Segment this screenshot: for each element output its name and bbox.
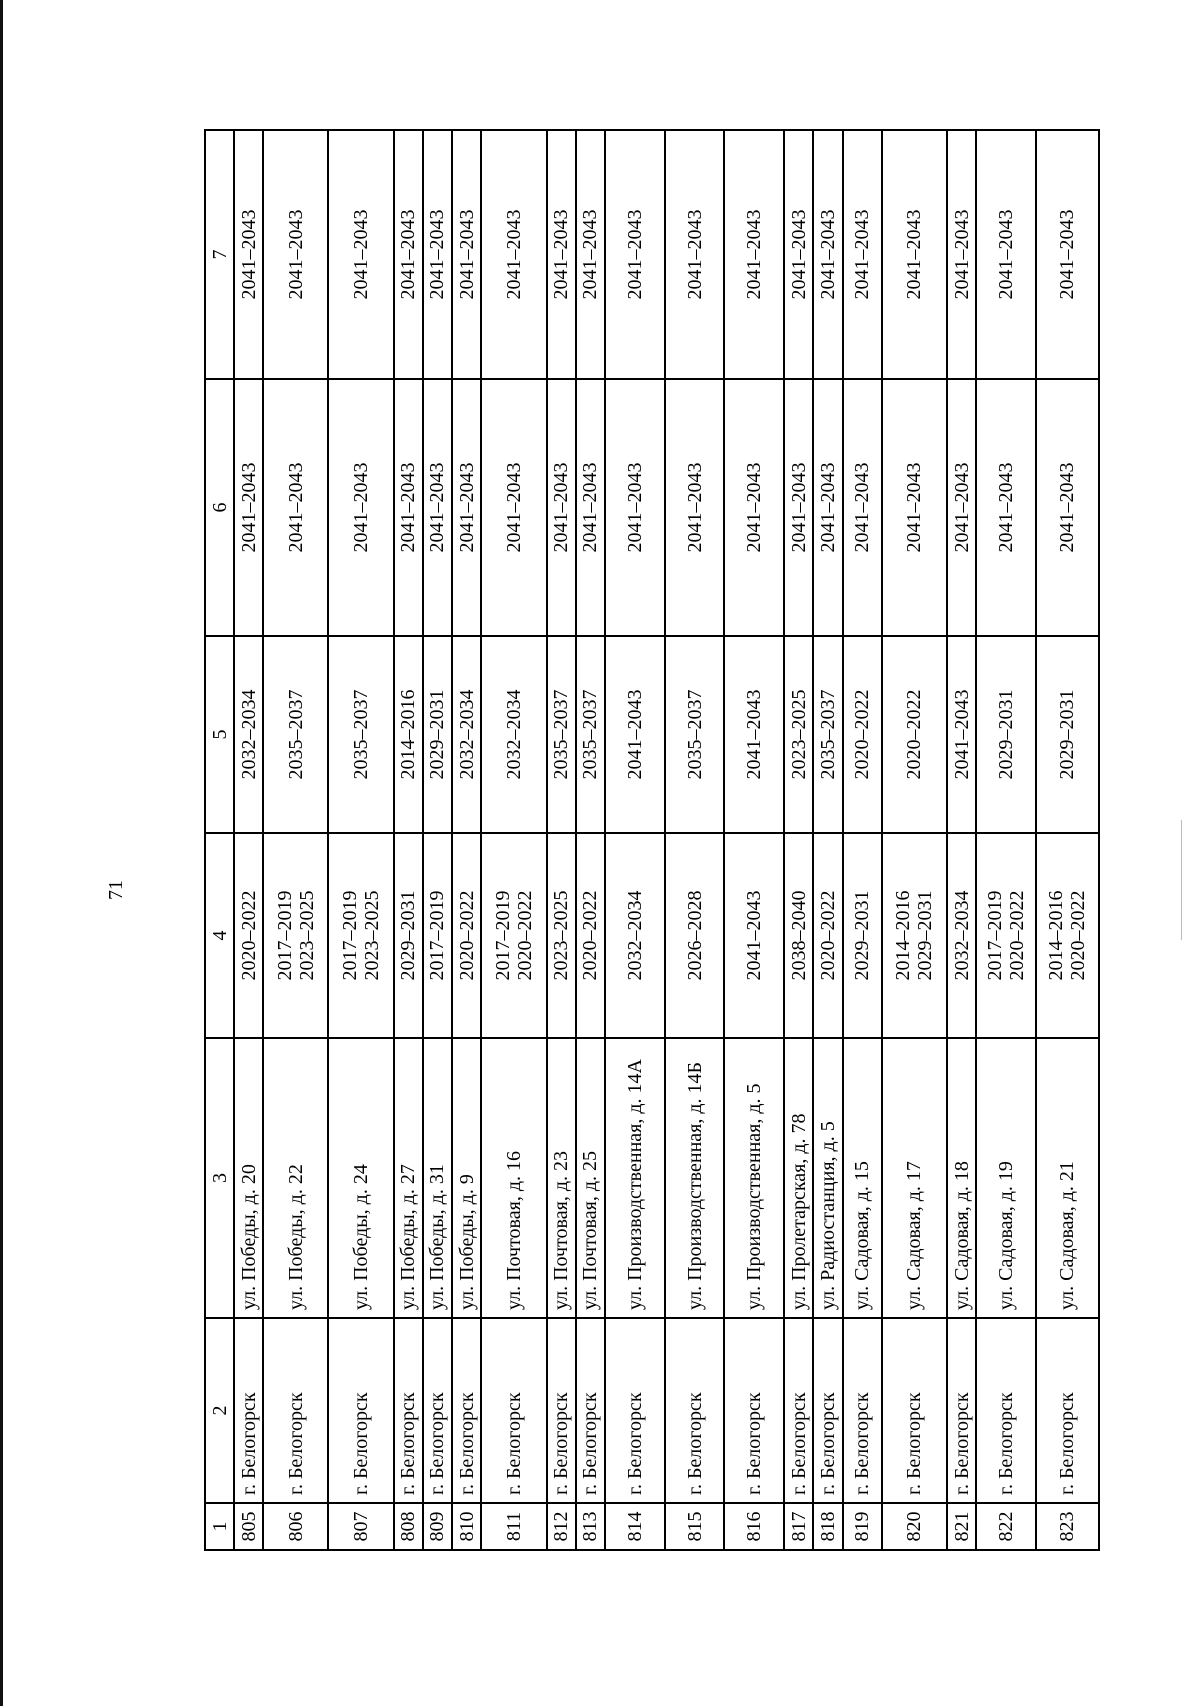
period-cell-col4 [263, 833, 328, 1038]
period-line: 2041–2043 [743, 890, 766, 981]
address-cell: ул. Производственная, д. 5 [724, 1038, 784, 1318]
row-number: 805 [234, 1503, 263, 1550]
row-number: 820 [882, 1503, 947, 1550]
table-row [976, 130, 1036, 1550]
period-cell-col4 [234, 833, 263, 1038]
period-line: 2020–2022 [513, 890, 536, 981]
row-number: 822 [976, 1503, 1036, 1550]
period-line: 2029–2031 [851, 890, 874, 981]
row-number: 814 [605, 1503, 665, 1550]
period-cell-col7: 2041–2043 [547, 130, 576, 379]
period-line: 2014–2016 [1045, 890, 1068, 981]
period-cell-col6: 2041–2043 [547, 379, 576, 636]
period-cell-col6: 2041–2043 [328, 379, 393, 636]
address-cell: ул. Садовая, д. 21 [1036, 1038, 1099, 1318]
period-cell-col7: 2041–2043 [665, 130, 725, 379]
period-cell-col6: 2041–2043 [423, 379, 452, 636]
period-cell-col4 [813, 833, 842, 1038]
period-line: 2023–2025 [550, 890, 573, 981]
period-line: 2014–2016 [892, 890, 915, 981]
period-cell-col6: 2041–2043 [605, 379, 665, 636]
column-header-5: 5 [205, 636, 234, 833]
period-line: 2023–2025 [295, 890, 318, 981]
period-cell-col6: 2041–2043 [976, 379, 1036, 636]
period-cell-col4 [724, 833, 784, 1038]
period-cell-col6: 2041–2043 [263, 379, 328, 636]
period-cell-col5: 2035–2037 [665, 636, 725, 833]
period-line: 2032–2034 [950, 890, 973, 981]
table-row [481, 130, 546, 1550]
period-line: 2029–2031 [914, 890, 937, 981]
period-cell-col7: 2041–2043 [328, 130, 393, 379]
period-cell-col4 [665, 833, 725, 1038]
city-cell: г. Белогорск [813, 1318, 842, 1503]
period-cell-col6: 2041–2043 [1036, 379, 1099, 636]
address-cell: ул. Садовая, д. 19 [976, 1038, 1036, 1318]
period-line: 2020–2022 [237, 890, 260, 981]
city-cell: г. Белогорск [882, 1318, 947, 1503]
period-cell-col5: 2035–2037 [263, 636, 328, 833]
period-cell-col7: 2041–2043 [1036, 130, 1099, 379]
period-cell-col7: 2041–2043 [784, 130, 813, 379]
city-cell: г. Белогорск [576, 1318, 605, 1503]
period-cell-col7: 2041–2043 [263, 130, 328, 379]
table-row [1036, 130, 1099, 1550]
row-number: 816 [724, 1503, 784, 1550]
period-cell-col6: 2041–2043 [947, 379, 976, 636]
period-line: 2026–2028 [683, 890, 706, 981]
table-row [576, 130, 605, 1550]
scan-border [0, 0, 3, 1706]
table-body [234, 130, 1099, 1550]
period-line: 2017–2019 [491, 890, 514, 981]
table-row [394, 130, 423, 1550]
period-cell-col4 [394, 833, 423, 1038]
period-cell-col7: 2041–2043 [234, 130, 263, 379]
period-cell-col5: 2032–2034 [481, 636, 546, 833]
address-cell: ул. Радиостанция, д. 5 [813, 1038, 842, 1318]
period-cell-col6: 2041–2043 [452, 379, 481, 636]
schedule-table [204, 129, 1100, 1551]
period-cell-col5: 2041–2043 [724, 636, 784, 833]
period-cell-col5: 2020–2022 [843, 636, 882, 833]
period-cell-col4 [882, 833, 947, 1038]
period-cell-col6: 2041–2043 [784, 379, 813, 636]
period-cell-col7: 2041–2043 [976, 130, 1036, 379]
period-line: 2023–2025 [360, 890, 383, 981]
period-line: 2020–2022 [579, 890, 602, 981]
period-cell-col7: 2041–2043 [724, 130, 784, 379]
period-cell-col7: 2041–2043 [576, 130, 605, 379]
table-row [547, 130, 576, 1550]
period-cell-col6: 2041–2043 [724, 379, 784, 636]
city-cell: г. Белогорск [328, 1318, 393, 1503]
period-cell-col5: 2041–2043 [605, 636, 665, 833]
period-cell-col4 [605, 833, 665, 1038]
city-cell: г. Белогорск [394, 1318, 423, 1503]
period-cell-col4 [784, 833, 813, 1038]
city-cell: г. Белогорск [724, 1318, 784, 1503]
column-header-1: 1 [205, 1503, 234, 1550]
period-line: 2017–2019 [273, 890, 296, 981]
period-cell-col4 [328, 833, 393, 1038]
address-cell: ул. Почтовая, д. 23 [547, 1038, 576, 1318]
row-number: 807 [328, 1503, 393, 1550]
row-number: 811 [481, 1503, 546, 1550]
city-cell: г. Белогорск [234, 1318, 263, 1503]
row-number: 815 [665, 1503, 725, 1550]
period-cell-col5: 2035–2037 [547, 636, 576, 833]
period-cell-col4 [423, 833, 452, 1038]
row-number: 806 [263, 1503, 328, 1550]
period-cell-col7: 2041–2043 [843, 130, 882, 379]
address-cell: ул. Садовая, д. 18 [947, 1038, 976, 1318]
address-cell: ул. Победы, д. 20 [234, 1038, 263, 1318]
address-cell: ул. Пролетарская, д. 78 [784, 1038, 813, 1318]
address-cell: ул. Победы, д. 9 [452, 1038, 481, 1318]
schedule-table-container [204, 131, 1100, 1551]
period-line: 2038–2040 [787, 890, 810, 981]
table-row [843, 130, 882, 1550]
period-line: 2017–2019 [426, 890, 449, 981]
period-cell-col7: 2041–2043 [394, 130, 423, 379]
period-line: 2017–2019 [338, 890, 361, 981]
address-cell: ул. Садовая, д. 17 [882, 1038, 947, 1318]
period-cell-col4 [1036, 833, 1099, 1038]
period-cell-col7: 2041–2043 [605, 130, 665, 379]
period-cell-col5: 2035–2037 [328, 636, 393, 833]
row-number: 823 [1036, 1503, 1099, 1550]
city-cell: г. Белогорск [547, 1318, 576, 1503]
row-number: 817 [784, 1503, 813, 1550]
period-cell-col6: 2041–2043 [882, 379, 947, 636]
city-cell: г. Белогорск [263, 1318, 328, 1503]
header-row [205, 130, 234, 1550]
period-cell-col5: 2041–2043 [947, 636, 976, 833]
table-row [784, 130, 813, 1550]
scan-artifact [1181, 820, 1182, 940]
address-cell: ул. Почтовая, д. 16 [481, 1038, 546, 1318]
period-cell-col7: 2041–2043 [423, 130, 452, 379]
row-number: 812 [547, 1503, 576, 1550]
row-number: 810 [452, 1503, 481, 1550]
row-number: 809 [423, 1503, 452, 1550]
period-line: 2020–2022 [817, 890, 840, 981]
period-cell-col6: 2041–2043 [843, 379, 882, 636]
period-cell-col4 [481, 833, 546, 1038]
address-cell: ул. Производственная, д. 14А [605, 1038, 665, 1318]
period-cell-col5: 2029–2031 [976, 636, 1036, 833]
column-header-4: 4 [205, 833, 234, 1038]
table-row [813, 130, 842, 1550]
period-cell-col5: 2032–2034 [452, 636, 481, 833]
period-cell-col7: 2041–2043 [481, 130, 546, 379]
period-cell-col5: 2023–2025 [784, 636, 813, 833]
period-cell-col4 [947, 833, 976, 1038]
address-cell: ул. Победы, д. 27 [394, 1038, 423, 1318]
address-cell: ул. Победы, д. 24 [328, 1038, 393, 1318]
period-line: 2020–2022 [1067, 890, 1090, 981]
period-line: 2020–2022 [1006, 890, 1029, 981]
period-cell-col5: 2014–2016 [394, 636, 423, 833]
period-cell-col7: 2041–2043 [452, 130, 481, 379]
period-cell-col7: 2041–2043 [882, 130, 947, 379]
city-cell: г. Белогорск [843, 1318, 882, 1503]
row-number: 808 [394, 1503, 423, 1550]
city-cell: г. Белогорск [452, 1318, 481, 1503]
period-cell-col6: 2041–2043 [234, 379, 263, 636]
period-line: 2017–2019 [984, 890, 1007, 981]
address-cell: ул. Производственная, д. 14Б [665, 1038, 725, 1318]
table-row [423, 130, 452, 1550]
city-cell: г. Белогорск [481, 1318, 546, 1503]
period-cell-col4 [843, 833, 882, 1038]
period-cell-col6: 2041–2043 [481, 379, 546, 636]
period-cell-col5: 2029–2031 [423, 636, 452, 833]
period-cell-col6: 2041–2043 [576, 379, 605, 636]
period-cell-col4 [976, 833, 1036, 1038]
table-row [665, 130, 725, 1550]
column-header-7: 7 [205, 130, 234, 379]
row-number: 813 [576, 1503, 605, 1550]
table-row [724, 130, 784, 1550]
table-row [263, 130, 328, 1550]
city-cell: г. Белогорск [605, 1318, 665, 1503]
city-cell: г. Белогорск [784, 1318, 813, 1503]
city-cell: г. Белогорск [423, 1318, 452, 1503]
row-number: 819 [843, 1503, 882, 1550]
address-cell: ул. Победы, д. 31 [423, 1038, 452, 1318]
period-cell-col4 [576, 833, 605, 1038]
period-cell-col5: 2032–2034 [234, 636, 263, 833]
table-row [605, 130, 665, 1550]
period-cell-col7: 2041–2043 [947, 130, 976, 379]
page-number: 71 [105, 880, 127, 900]
row-number: 821 [947, 1503, 976, 1550]
period-cell-col5: 2029–2031 [1036, 636, 1099, 833]
city-cell: г. Белогорск [947, 1318, 976, 1503]
column-header-3: 3 [205, 1038, 234, 1318]
city-cell: г. Белогорск [976, 1318, 1036, 1503]
period-cell-col5: 2020–2022 [882, 636, 947, 833]
column-header-6: 6 [205, 379, 234, 636]
table-row [452, 130, 481, 1550]
address-cell: ул. Почтовая, д. 25 [576, 1038, 605, 1318]
period-cell-col5: 2035–2037 [813, 636, 842, 833]
period-line: 2032–2034 [623, 890, 646, 981]
period-cell-col6: 2041–2043 [813, 379, 842, 636]
period-cell-col7: 2041–2043 [813, 130, 842, 379]
city-cell: г. Белогорск [665, 1318, 725, 1503]
row-number: 818 [813, 1503, 842, 1550]
period-line: 2029–2031 [397, 890, 420, 981]
table-row [882, 130, 947, 1550]
table-row [947, 130, 976, 1550]
table-row [234, 130, 263, 1550]
period-cell-col5: 2035–2037 [576, 636, 605, 833]
period-cell-col4 [452, 833, 481, 1038]
period-cell-col6: 2041–2043 [665, 379, 725, 636]
period-cell-col6: 2041–2043 [394, 379, 423, 636]
column-header-2: 2 [205, 1318, 234, 1503]
period-cell-col4 [547, 833, 576, 1038]
period-line: 2020–2022 [455, 890, 478, 981]
address-cell: ул. Садовая, д. 15 [843, 1038, 882, 1318]
city-cell: г. Белогорск [1036, 1318, 1099, 1503]
table-row [328, 130, 393, 1550]
address-cell: ул. Победы, д. 22 [263, 1038, 328, 1318]
